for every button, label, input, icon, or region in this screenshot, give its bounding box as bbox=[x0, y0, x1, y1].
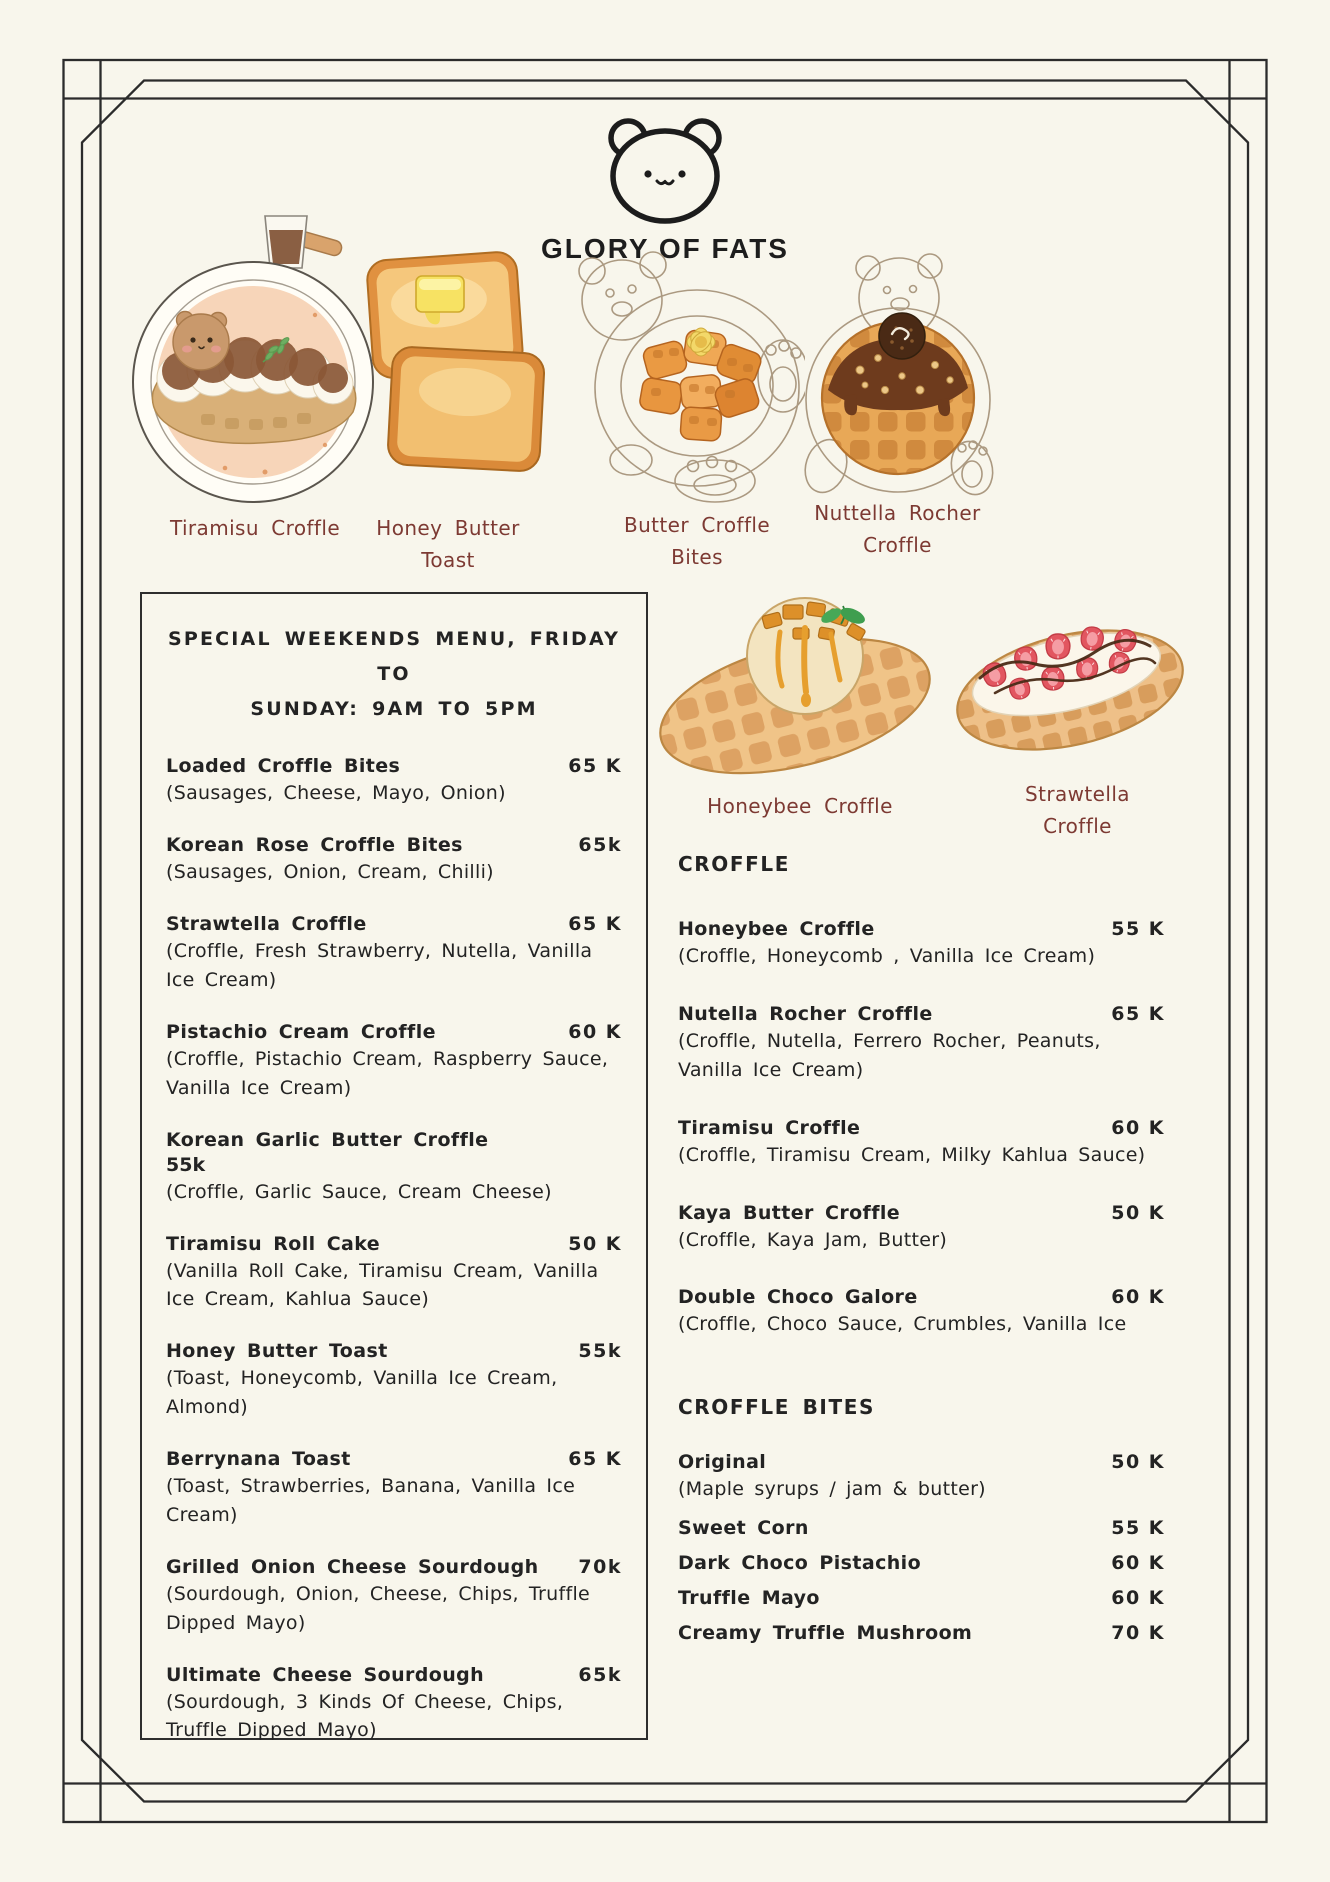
menu-item-name: Pistachio Cream Croffle bbox=[166, 1020, 436, 1043]
menu-item bbox=[678, 1622, 1165, 1644]
menu-item-price: 50 K bbox=[568, 1232, 622, 1255]
menu-item-price: 65 K bbox=[568, 1448, 622, 1471]
special-weekends-menu-box bbox=[140, 592, 648, 1740]
menu-item bbox=[678, 1003, 1165, 1085]
caption-nutella-rocher-croffle: Nuttella Rocher Croffle bbox=[814, 501, 981, 558]
menu-item-name: Double Choco Galore bbox=[678, 1286, 918, 1309]
menu-item bbox=[678, 1587, 1165, 1609]
menu-item-description: (Croffle, Nutella, Ferrero Rocher, Peanuts, Vanilla Ice Cream) bbox=[678, 1029, 1101, 1081]
menu-item-row bbox=[678, 918, 1165, 940]
menu-item-description: (Croffle, Honeycomb , Vanilla Ice Cream) bbox=[678, 945, 1096, 967]
menu-item-description: (Croffle, Tiramisu Cream, Milky Kahlua Sauce) bbox=[678, 1143, 1146, 1166]
special-menu-item-list bbox=[166, 755, 622, 1745]
menu-item-description: (Sausages, Onion, Cream, Chilli) bbox=[166, 861, 494, 884]
menu-item-description: (Croffle, Choco Sauce, Crumbles, Vanilla Ice bbox=[678, 1313, 1127, 1336]
menu-item-price: 65k bbox=[578, 1663, 622, 1686]
menu-item bbox=[166, 1448, 622, 1530]
honey-butter-toast-illustration bbox=[360, 248, 550, 488]
menu-item-name: Truffle Mayo bbox=[678, 1587, 820, 1610]
menu-item-row bbox=[166, 1664, 622, 1686]
croffle-item-list bbox=[678, 918, 1165, 1339]
menu-item bbox=[166, 1556, 622, 1638]
menu-item-name: Creamy Truffle Mushroom bbox=[678, 1622, 973, 1645]
menu-item-name: Tiramisu Croffle bbox=[678, 1116, 861, 1139]
menu-item-description: (Toast, Honeycomb, Vanilla Ice Cream, Almond) bbox=[166, 1367, 558, 1419]
menu-item-price: 60 K bbox=[1111, 1286, 1165, 1309]
special-menu-heading-line2: SUNDAY: 9AM TO 5PM bbox=[250, 698, 538, 721]
croffle-section-heading: CROFFLE bbox=[678, 852, 791, 876]
menu-item-description: (Croffle, Kaya Jam, Butter) bbox=[678, 1228, 948, 1251]
caption-honey-butter-toast: Honey Butter Toast bbox=[376, 516, 520, 573]
menu-item bbox=[678, 1117, 1165, 1170]
page-title: GLORY OF FATS bbox=[541, 233, 789, 264]
menu-item bbox=[678, 1451, 1165, 1504]
menu-item-description: (Croffle, Garlic Sauce, Cream Cheese) bbox=[166, 1180, 552, 1203]
croffle-bites-item-list bbox=[678, 1451, 1165, 1644]
menu-item-row bbox=[166, 1233, 622, 1255]
honeybee-croffle-illustration bbox=[645, 578, 955, 778]
menu-item-price: 60 K bbox=[1111, 1116, 1165, 1139]
menu-item-price: 70k bbox=[578, 1555, 622, 1578]
menu-item-name: Korean Rose Croffle Bites bbox=[166, 834, 463, 857]
menu-item bbox=[678, 1552, 1165, 1574]
menu-item-row bbox=[678, 1286, 1165, 1308]
menu-item-row bbox=[166, 1340, 622, 1362]
menu-item-price-below: 55k bbox=[166, 1153, 206, 1176]
strawtella-croffle-illustration bbox=[950, 568, 1190, 773]
menu-item-row bbox=[678, 1622, 1165, 1644]
menu-item-name: Grilled Onion Cheese Sourdough bbox=[166, 1555, 539, 1578]
menu-item-row bbox=[678, 1517, 1165, 1539]
menu-item bbox=[166, 1664, 622, 1746]
menu-item-price: 65 K bbox=[1111, 1002, 1165, 1025]
menu-item-price: 70 K bbox=[1111, 1622, 1165, 1645]
menu-item-name: Original bbox=[678, 1451, 767, 1474]
menu-item-name: Dark Choco Pistachio bbox=[678, 1552, 922, 1575]
menu-item bbox=[166, 1021, 622, 1103]
menu-item-price: 55 K bbox=[1111, 1517, 1165, 1540]
menu-item-name: Tiramisu Roll Cake bbox=[166, 1232, 381, 1255]
menu-item-row bbox=[166, 1556, 622, 1578]
menu-item-name: Strawtella Croffle bbox=[166, 913, 367, 936]
menu-item-price: 60 K bbox=[1111, 1552, 1165, 1575]
menu-item-price: 55k bbox=[578, 1340, 622, 1363]
menu-item bbox=[678, 1202, 1165, 1255]
menu-item-price: 60 K bbox=[1111, 1587, 1165, 1610]
menu-item-row bbox=[678, 1587, 1165, 1609]
menu-item-price: 50 K bbox=[1111, 1451, 1165, 1474]
menu-item-name: Honeybee Croffle bbox=[678, 918, 875, 940]
menu-item-row bbox=[678, 1202, 1165, 1224]
menu-item-description: (Sausages, Cheese, Mayo, Onion) bbox=[166, 782, 506, 805]
menu-item-description: (Toast, Strawberries, Banana, Vanilla Ice Cream) bbox=[166, 1475, 576, 1526]
menu-item-row bbox=[166, 913, 622, 935]
menu-item-name: Loaded Croffle Bites bbox=[166, 755, 401, 778]
menu-item bbox=[678, 1286, 1165, 1339]
menu-item-price: 50 K bbox=[1111, 1201, 1165, 1224]
menu-item-row bbox=[678, 1552, 1165, 1574]
menu-item bbox=[678, 1517, 1165, 1539]
menu-item-description: (Vanilla Roll Cake, Tiramisu Cream, Vanilla Ice Cream, Kahlua Sauce) bbox=[166, 1259, 599, 1311]
menu-item-price: 55 K bbox=[1111, 918, 1165, 940]
croffle-bites-section-heading: CROFFLE BITES bbox=[678, 1395, 875, 1420]
menu-item bbox=[166, 834, 622, 887]
menu-item bbox=[166, 913, 622, 995]
caption-tiramisu-croffle: Tiramisu Croffle bbox=[169, 516, 341, 540]
special-menu-heading bbox=[166, 622, 622, 727]
menu-item-price: 65 K bbox=[568, 913, 622, 936]
menu-item-price: 60 K bbox=[568, 1020, 622, 1043]
menu-item-price: 65k bbox=[578, 834, 622, 857]
menu-item-row bbox=[678, 1451, 1165, 1473]
nutella-rocher-croffle-illustration bbox=[790, 240, 1005, 505]
caption-strawtella-croffle: Strawtella Croffle bbox=[1025, 782, 1130, 839]
menu-item-name: Kaya Butter Croffle bbox=[678, 1201, 901, 1224]
menu-item-description: (Croffle, Pistachio Cream, Raspberry Sauce, Vanilla Ice Cream) bbox=[166, 1047, 609, 1099]
menu-item-row bbox=[678, 1003, 1165, 1025]
menu-item-row bbox=[166, 1129, 622, 1151]
menu-item-row bbox=[166, 1021, 622, 1043]
menu-item-price: 65 K bbox=[568, 755, 622, 778]
menu-item-row bbox=[166, 755, 622, 777]
menu-item-description: (Sourdough, 3 Kinds Of Cheese, Chips, Truffle Dipped Mayo) bbox=[166, 1690, 564, 1742]
menu-item bbox=[678, 918, 1165, 971]
menu-item bbox=[166, 755, 622, 808]
menu-item-name: Nutella Rocher Croffle bbox=[678, 1002, 933, 1025]
menu-item-name: Honey Butter Toast bbox=[166, 1340, 388, 1363]
menu-item bbox=[166, 1340, 622, 1422]
menu-item bbox=[166, 1233, 622, 1315]
bear-face-logo-icon bbox=[600, 112, 730, 227]
caption-butter-croffle-bites: Butter Croffle Bites bbox=[623, 513, 771, 570]
menu-item-description: (Sourdough, Onion, Cheese, Chips, Truffle Dipped Mayo) bbox=[166, 1582, 591, 1634]
butter-croffle-bites-illustration bbox=[565, 238, 805, 503]
special-menu-heading-line1: SPECIAL WEEKENDS MENU, FRIDAY TO bbox=[167, 628, 621, 686]
menu-item-description: (Croffle, Fresh Strawberry, Nutella, Vanilla Ice Cream) bbox=[166, 940, 593, 992]
menu-item-row bbox=[166, 834, 622, 856]
menu-item-name: Ultimate Cheese Sourdough bbox=[166, 1663, 485, 1686]
menu-item-name: Sweet Corn bbox=[678, 1517, 809, 1540]
caption-honeybee-croffle: Honeybee Croffle bbox=[707, 794, 893, 818]
menu-item-name: Korean Garlic Butter Croffle bbox=[166, 1128, 489, 1151]
menu-item-row bbox=[166, 1448, 622, 1470]
menu-item-name: Berrynana Toast bbox=[166, 1448, 351, 1471]
menu-item bbox=[166, 1129, 622, 1207]
right-menu-column bbox=[678, 852, 1165, 1657]
menu-item-row bbox=[678, 1117, 1165, 1139]
menu-item-description: (Maple syrups / jam & butter) bbox=[678, 1478, 986, 1501]
